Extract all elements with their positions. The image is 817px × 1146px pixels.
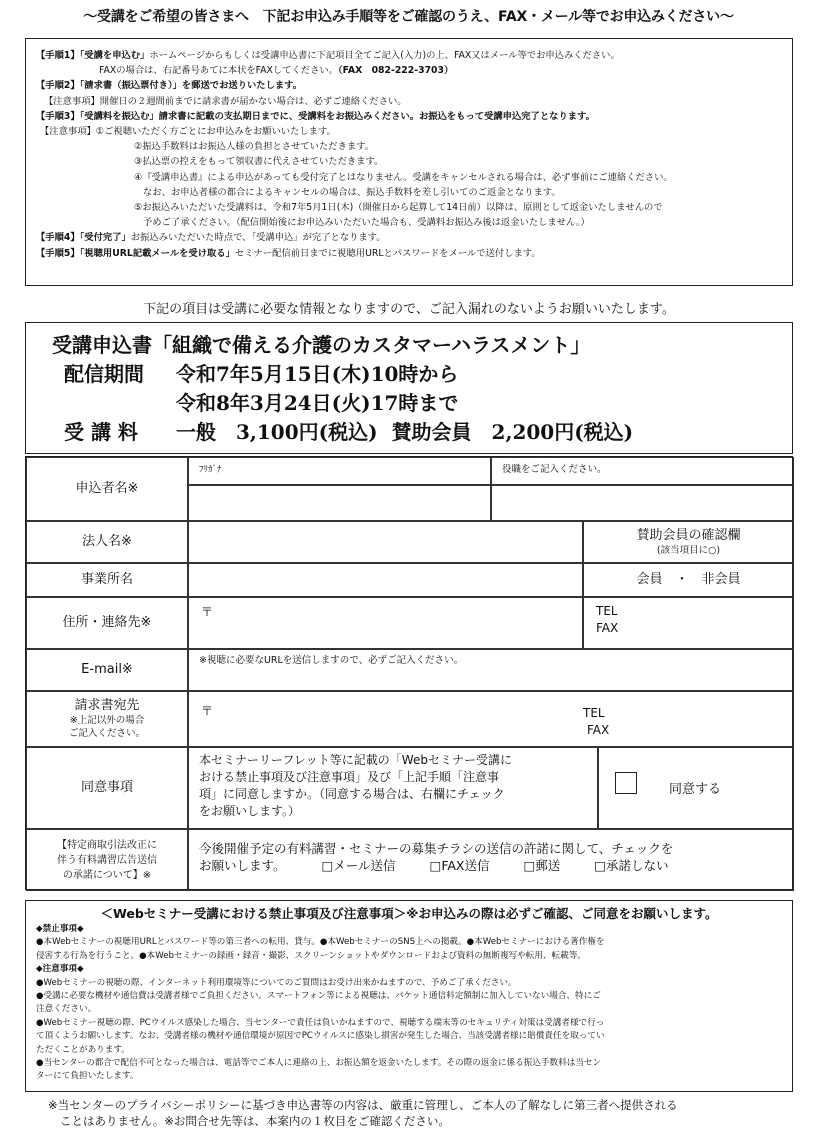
caution-item-2b: 注意ください。 <box>36 1004 97 1015</box>
step-3: 【手順3】「受講料を振込む」請求書に記載の支払期日までに、受講料をお振込みください。お振込をもって受講申込完了となります。 <box>36 110 595 122</box>
caution-item-3c: ただくことがあります。 <box>36 1044 130 1055</box>
caution-item-4: ●当センターの都合で配信不可となった場合は、電話等でご本人に連絡の上、お振込額を返金いたします。その際の返金に係る振込手数料は当セン <box>36 1058 602 1069</box>
step-4: 【手順4】「受付完了」お振込みいただいた時点で、「受講申込」が完了となります。 <box>36 232 386 244</box>
delivery-period-end: 令和8年3月24日(火)17時まで <box>176 391 459 415</box>
step-2: 【手順2】「請求書（振込票付き）」を郵送でお送りいたします。 <box>36 80 303 92</box>
prohibited-item-2: 侵害する行為を行うこと。●本Webセミナーの録画・録音・撮影、スクリーンショットやダウンロードおよび資料の無断複写や転用、転載等。 <box>36 950 586 961</box>
prohibited-heading: ◆禁止事項◆ <box>36 924 84 934</box>
consent-checkbox[interactable] <box>615 772 637 794</box>
address-label: 住所・連絡先※ <box>26 597 188 649</box>
option-mail[interactable]: □メール送信 <box>321 858 396 873</box>
application-form <box>25 456 793 890</box>
fee: 受 講 料 一般 3,100円(税込) 賛助会員 2,200円(税込) <box>64 420 634 444</box>
member-check-title: 賛助会員の確認欄 <box>636 527 741 543</box>
step-3-note-4b: なお、お申込者様の都合によるキャンセルの場合は、振込手数料を差し引いてのご返金となります。 <box>143 186 561 198</box>
caution-item-2: ●受講に必要な機材や通信費は受講者様でご負担ください。スマートフォン等による視聴は、パケット通信料定額制に加入していない場合、特にご <box>36 991 601 1002</box>
application-title-box <box>25 322 793 454</box>
email-label: E-mail※ <box>26 649 188 691</box>
caution-item-3b: て頂くようお願いします。なお、受講者様の機材や通信環境が原因でPCウイルスに感染し損害が発生した場合、当該受講者様に賠償責任を取ってい <box>36 1031 605 1042</box>
billing-address-label: 請求書宛先 ※上記以外の場合 ご記入ください。 <box>26 691 188 747</box>
step-3-note-5: ⑤お振込みいただいた受講料は、令和7年5月1日(木)（開催日から起算して14日前）以降は、原則として返金いたしませんので <box>134 202 663 214</box>
tel-label: TEL <box>596 604 618 618</box>
applicant-name-label: 申込者名※ <box>26 457 188 521</box>
caution-item-3: ●Webセミナー視聴の際、PCウイルス感染した場合、当センターで責任は負いかねますので、視聴する端末等のセキュリティ対策は受講者様で行っ <box>36 1017 605 1028</box>
step-3-note-3: ③払込票の控えをもって領収書に代えさせていただきます。 <box>134 156 384 168</box>
fax-label: FAX <box>596 621 619 635</box>
option-post[interactable]: □郵送 <box>523 858 561 873</box>
billing-tel-label: TEL <box>583 706 605 720</box>
step-1-fax: FAXの場合は、右記番号あてに本状をFAXしてください。（FAX 082-222-3703） <box>99 65 454 77</box>
office-name-label: 事業所名 <box>26 563 188 597</box>
caution-item-1: ●Webセミナーの視聴の際、インターネット利用環境等についてのご質問はお受け出来かねますので、予めご了承ください。 <box>36 977 517 988</box>
delivery-period: 配信期間 令和7年5月15日(木)10時から <box>64 362 459 386</box>
consent-label: 同意事項 <box>26 747 188 829</box>
consent-check-cell <box>598 747 794 829</box>
step-3-note-4: ④『受講申込書』による申込があっても受付完了とはなりません。受講をキャンセルされる場合は、必ず事前にご連絡ください。 <box>134 171 673 183</box>
postal-mark: 〒 <box>201 605 214 619</box>
application-title: 受講申込書「組織で備える介護のカスタマーハラスメント」 <box>52 333 591 357</box>
corporation-name-label: 法人名※ <box>26 521 188 563</box>
webinar-notes-box <box>25 900 793 1092</box>
notes-title: ＜Webセミナー受講における禁止事項及び注意事項＞※お申込みの際は必ずご確認、ご同意をお願いします。 <box>100 906 718 921</box>
billing-address-field[interactable] <box>188 691 794 747</box>
commerce-law-consent: 今後開催予定の有料講習・セミナーの募集チラシの送信の許諾に関して、チェックを お願いします。 □メール送信 □FAX送信 □郵送 □承諾しない <box>188 829 794 891</box>
consent-text: 本セミナーリーフレット等に記載の「Webセミナー受講に おける禁止事項及び注意事項」及び「上記手順「注意事 項」に同意しますか。（同意する場合は、右欄にチェック をお願いします。） <box>188 747 598 829</box>
step-2-note: 【注意事項】開催日の２週間前までに請求書が届かない場合は、必ずご連絡ください。 <box>44 95 407 107</box>
member-check-header <box>583 521 794 563</box>
email-field[interactable] <box>188 649 794 691</box>
furigana-field[interactable]: ﾌﾘｶﾞﾅ <box>188 457 491 485</box>
option-fax[interactable]: □FAX送信 <box>429 858 490 873</box>
applicant-name-field[interactable] <box>188 485 491 521</box>
tel-fax-field[interactable] <box>583 597 794 649</box>
member-options[interactable]: 会員 ・ 非会員 <box>583 563 794 597</box>
office-name-field[interactable] <box>188 563 583 597</box>
step-5: 【手順5】「視聴用URL記載メールを受け取る」セミナー配信前日までに視聴用URLとパスワードをメールで送付します。 <box>36 247 541 259</box>
step-3-note-1: 【注意事項】①ご視聴いただく方ごとにお申込みをお願いいたします。 <box>40 126 336 138</box>
application-steps-box <box>25 38 793 286</box>
lead-text: 下記の項目は受講に必要な情報となりますので、ご記入漏れのないようお願いいたします。 <box>143 302 675 317</box>
billing-fax-label: FAX <box>587 723 610 737</box>
caution-item-4b: ターにて負担いたします。 <box>36 1071 139 1082</box>
consent-agree-label: 同意する <box>669 782 722 797</box>
commerce-law-label: 【特定商取引法改正に 伴う有料講習広告送信 の承諾について】※ <box>26 829 188 891</box>
corporation-name-field[interactable] <box>188 521 583 563</box>
privacy-notice: ※当センターのプライバシーポリシーに基づき申込書等の内容は、厳重に管理し、ご本人の了解なしに第三者へ提供される ことはありません。※お問合せ先等は、本案内の１枚目をご確認ください。 <box>48 1098 678 1128</box>
position-name-field[interactable] <box>491 485 794 521</box>
prohibited-item-1: ●本Webセミナーの視聴用URLとパスワード等の第三者への転用、貸与。●本WebセミナーのSNS上への掲載。●本Webセミナーにおける著作権を <box>36 937 605 948</box>
caution-heading: ◆注意事項◆ <box>36 964 84 975</box>
step-3-note-5b: 予めご了承ください。（配信開始後にお申込みいただいた場合も、受講料お振込み後は返金いたしません。） <box>143 217 590 229</box>
step-3-note-2: ②振込手数料はお振込人様の負担とさせていただきます。 <box>134 141 375 153</box>
billing-postal-mark: 〒 <box>201 704 214 718</box>
page-header: ～受講をご希望の皆さまへ 下記お申込み手順等をご確認のうえ、FAX・メール等でお申込みください～ <box>83 9 734 25</box>
email-hint: ※視聴に必要なURLを送信しますので、必ずご記入ください。 <box>199 655 464 666</box>
step-1: 【手順1】「受講を申込む」ホームページからもしくは受講申込書に下記項目全てご記入(入力)の上、FAX又はメール等でお申込みください。 <box>36 50 620 61</box>
address-field[interactable] <box>188 597 583 649</box>
member-check-hint: (該当項目に○) <box>656 544 721 556</box>
option-decline[interactable]: □承諾しない <box>594 858 669 873</box>
position-field[interactable]: 役職をご記入ください。 <box>491 457 794 485</box>
